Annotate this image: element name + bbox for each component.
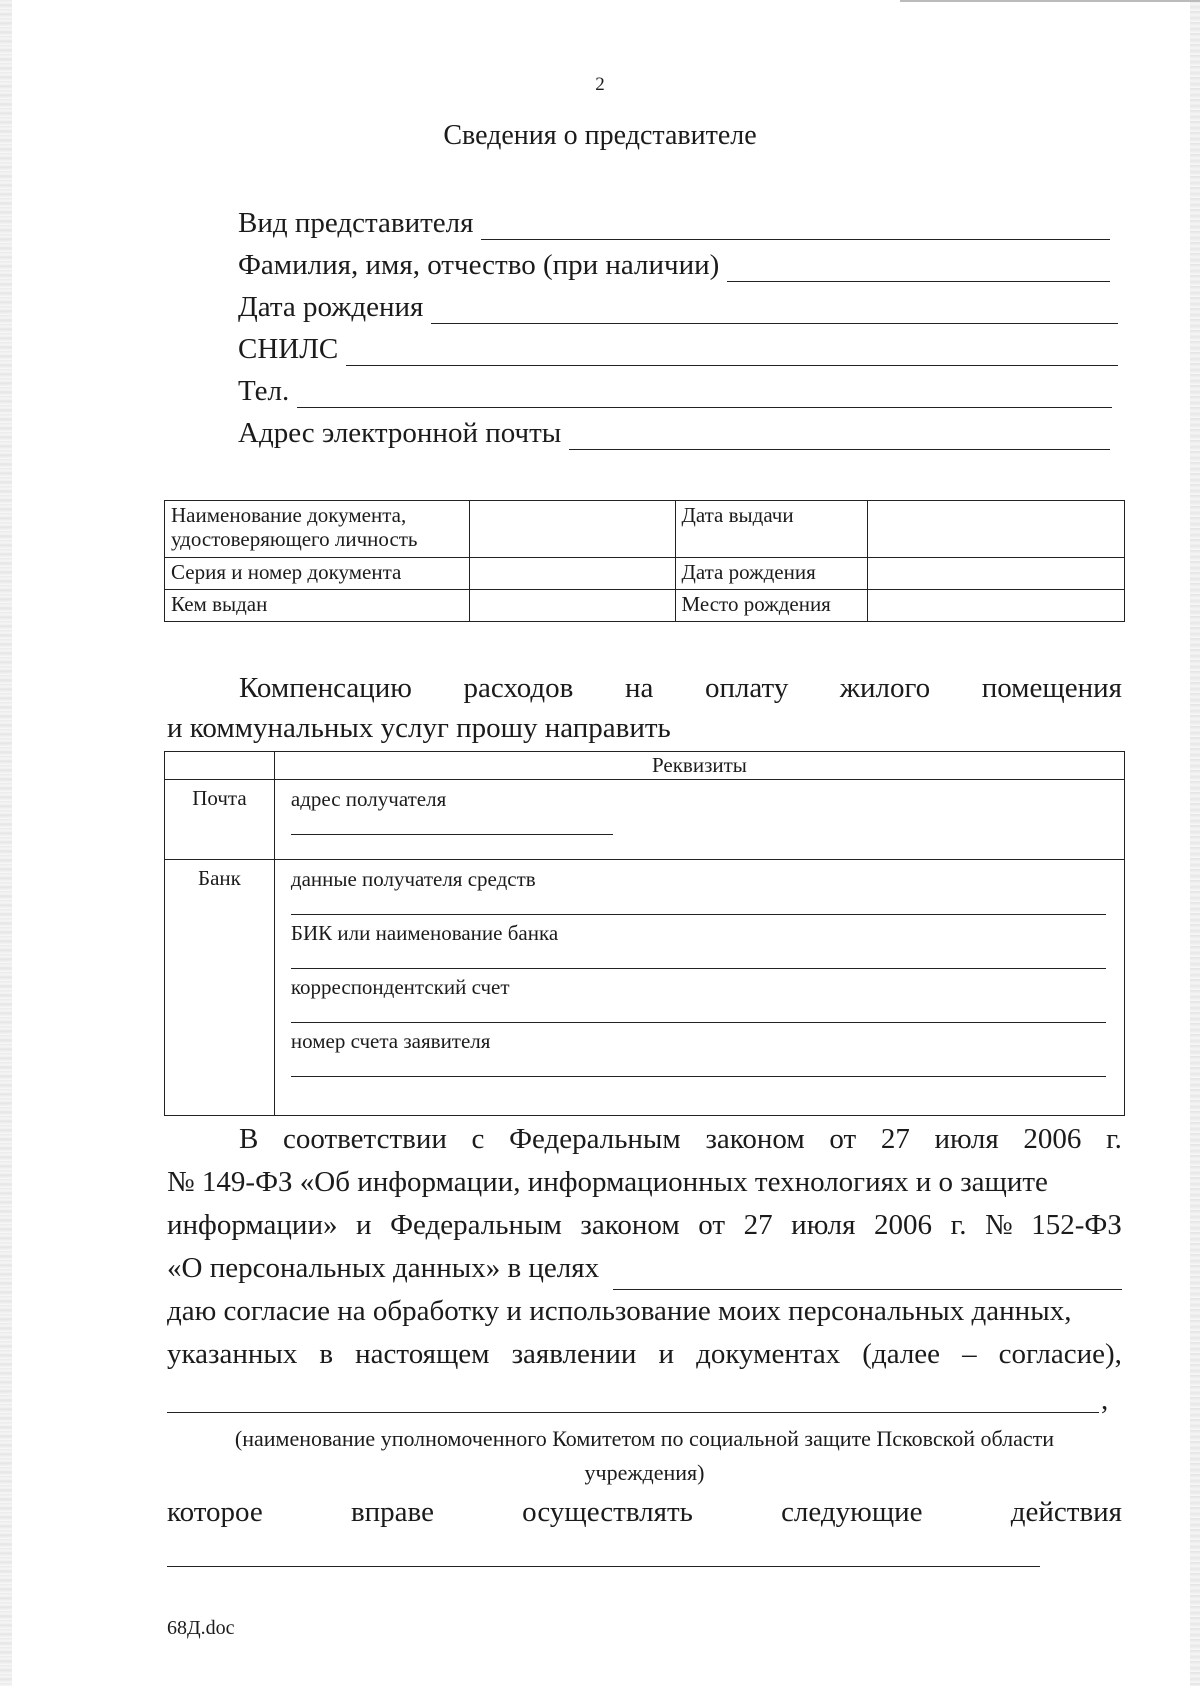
field-representative-type[interactable] bbox=[238, 206, 1110, 240]
bank-field-blank[interactable] bbox=[291, 892, 1106, 915]
word: законом bbox=[580, 1209, 680, 1241]
table-row bbox=[165, 590, 1125, 622]
word: документах bbox=[696, 1338, 841, 1370]
scan-edge-right bbox=[1190, 0, 1200, 1686]
bank-requisites-cell bbox=[274, 860, 1124, 1116]
word: Компенсацию bbox=[239, 672, 412, 704]
word: на bbox=[624, 672, 654, 704]
id-doc-name-value[interactable] bbox=[469, 501, 675, 558]
consent-line-4 bbox=[167, 1247, 1122, 1290]
field-blank-line[interactable] bbox=[297, 381, 1112, 408]
word: 27 bbox=[880, 1123, 910, 1155]
word: в bbox=[319, 1338, 334, 1370]
id-doc-birth-date-label: Дата рождения bbox=[675, 558, 868, 590]
recipient-address-label: адрес получателя bbox=[290, 787, 447, 811]
word: г. bbox=[950, 1209, 967, 1241]
institution-comma: , bbox=[1101, 1384, 1109, 1416]
field-label: Адрес электронной почты bbox=[238, 417, 562, 449]
bank-field-label: данные получателя средств bbox=[290, 867, 536, 891]
requisites-table bbox=[164, 751, 1125, 1116]
field-phone[interactable] bbox=[238, 374, 1112, 408]
id-doc-series-value[interactable] bbox=[469, 558, 675, 590]
word: 2006 bbox=[1023, 1123, 1082, 1155]
bank-field-account bbox=[291, 1028, 1106, 1077]
consent-purpose-label: «О персональных данных» в целях bbox=[167, 1252, 600, 1284]
field-snils[interactable] bbox=[238, 332, 1118, 366]
word: 2006 bbox=[874, 1209, 933, 1241]
consent-purpose-blank[interactable] bbox=[613, 1259, 1122, 1290]
consent-paragraph bbox=[167, 1118, 1122, 1376]
field-label: Дата рождения bbox=[238, 291, 424, 323]
authorized-institution-blank[interactable] bbox=[167, 1412, 1099, 1413]
word: заявлении bbox=[511, 1338, 637, 1370]
field-blank-line[interactable] bbox=[569, 423, 1110, 450]
requisites-corner-cell bbox=[165, 752, 275, 780]
field-email[interactable] bbox=[238, 416, 1110, 450]
requisites-header: Реквизиты bbox=[274, 752, 1124, 780]
compensation-line-2: и коммунальных услуг прошу направить bbox=[167, 712, 671, 744]
word: от bbox=[698, 1209, 726, 1241]
institution-caption bbox=[167, 1422, 1122, 1490]
actions-blank[interactable] bbox=[167, 1566, 1040, 1567]
word: осуществлять bbox=[522, 1496, 693, 1528]
word: вправе bbox=[350, 1496, 434, 1528]
field-blank-line[interactable] bbox=[727, 255, 1110, 282]
consent-line-2: № 149-ФЗ «Об информации, информационных технологиях и о защите bbox=[167, 1166, 1048, 1198]
bank-field-label: корреспондентский счет bbox=[290, 975, 510, 999]
id-doc-series-label: Серия и номер документа bbox=[165, 558, 470, 590]
word: оплату bbox=[704, 672, 789, 704]
word: указанных bbox=[167, 1338, 298, 1370]
field-label: Фамилия, имя, отчество (при наличии) bbox=[238, 249, 720, 281]
word: Федеральным bbox=[509, 1123, 681, 1155]
field-blank-line[interactable] bbox=[481, 213, 1110, 240]
id-doc-birth-place-label: Место рождения bbox=[675, 590, 868, 622]
table-row bbox=[165, 558, 1125, 590]
institution-caption-line-2: учреждения) bbox=[584, 1460, 705, 1485]
word: и bbox=[658, 1338, 675, 1370]
field-label: Вид представителя bbox=[238, 207, 474, 239]
consent-line-1 bbox=[167, 1118, 1122, 1161]
word: жилого bbox=[839, 672, 931, 704]
word: 152-ФЗ bbox=[1031, 1209, 1122, 1241]
bank-field-blank[interactable] bbox=[291, 946, 1106, 969]
bank-field-bik bbox=[291, 920, 1106, 969]
post-requisites-cell bbox=[274, 780, 1124, 860]
word: согласие), bbox=[998, 1338, 1122, 1370]
scan-edge-left bbox=[0, 0, 12, 1686]
word: июля bbox=[791, 1209, 856, 1241]
word: Федеральным bbox=[390, 1209, 562, 1241]
id-doc-name-label: Наименование документа, удостоверяющего личность bbox=[165, 501, 470, 558]
id-doc-issuer-value[interactable] bbox=[469, 590, 675, 622]
word: информации» bbox=[167, 1209, 338, 1241]
field-full-name[interactable] bbox=[238, 248, 1110, 282]
word: июля bbox=[934, 1123, 999, 1155]
table-row bbox=[165, 501, 1125, 558]
institution-caption-line-1: (наименование уполномоченного Комитетом по социальной защите Псковской области bbox=[234, 1426, 1055, 1451]
word: с bbox=[471, 1123, 485, 1155]
word: (далее bbox=[862, 1338, 941, 1370]
word: настоящем bbox=[355, 1338, 490, 1370]
field-label: СНИЛС bbox=[238, 333, 339, 365]
word: г. bbox=[1106, 1123, 1122, 1155]
consent-line-6 bbox=[167, 1333, 1122, 1376]
word: В bbox=[239, 1123, 259, 1155]
footer-file-name: 68Д.doc bbox=[167, 1617, 235, 1639]
id-document-table bbox=[164, 500, 1125, 622]
id-doc-birth-date-value[interactable] bbox=[868, 558, 1125, 590]
bank-field-label: БИК или наименование банка bbox=[290, 921, 559, 945]
actions-line bbox=[167, 1492, 1122, 1532]
bank-field-label: номер счета заявителя bbox=[290, 1029, 491, 1053]
word: № bbox=[985, 1209, 1013, 1241]
scan-edge-top bbox=[900, 0, 1200, 2]
word: 27 bbox=[743, 1209, 773, 1241]
word: соответствии bbox=[283, 1123, 447, 1155]
word: законом bbox=[705, 1123, 805, 1155]
consent-line-3 bbox=[167, 1204, 1122, 1247]
bank-field-recipient bbox=[291, 866, 1106, 915]
word: помещения bbox=[981, 672, 1122, 704]
table-row bbox=[165, 752, 1125, 780]
word: расходов bbox=[463, 672, 574, 704]
field-blank-line[interactable] bbox=[431, 297, 1118, 324]
field-label: Тел. bbox=[238, 375, 290, 407]
id-doc-birth-place-value[interactable] bbox=[868, 590, 1125, 622]
word: – bbox=[962, 1338, 977, 1370]
bank-field-blank[interactable] bbox=[291, 1054, 1106, 1077]
section-title: Сведения о представителе bbox=[443, 120, 757, 151]
table-row bbox=[165, 780, 1125, 860]
word: следующие bbox=[781, 1496, 923, 1528]
word: от bbox=[829, 1123, 857, 1155]
id-doc-issuer-label: Кем выдан bbox=[165, 590, 470, 622]
method-post: Почта bbox=[165, 780, 275, 860]
bank-field-blank[interactable] bbox=[291, 1000, 1106, 1023]
method-bank: Банк bbox=[165, 860, 275, 1116]
id-doc-issue-date-value[interactable] bbox=[868, 501, 1125, 558]
recipient-address-blank[interactable] bbox=[291, 812, 613, 835]
compensation-paragraph bbox=[167, 668, 1122, 748]
word: действия bbox=[1010, 1496, 1122, 1528]
field-blank-line[interactable] bbox=[346, 339, 1118, 366]
bank-field-correspondent bbox=[291, 974, 1106, 1023]
compensation-line-1 bbox=[167, 668, 1122, 708]
word: которое bbox=[167, 1496, 263, 1528]
id-doc-issue-date-label: Дата выдачи bbox=[675, 501, 868, 558]
field-birth-date[interactable] bbox=[238, 290, 1118, 324]
table-row bbox=[165, 860, 1125, 1116]
word: и bbox=[356, 1209, 372, 1241]
page-number: 2 bbox=[595, 74, 605, 95]
consent-line-5: даю согласие на обработку и использование моих персональных данных, bbox=[167, 1295, 1072, 1327]
